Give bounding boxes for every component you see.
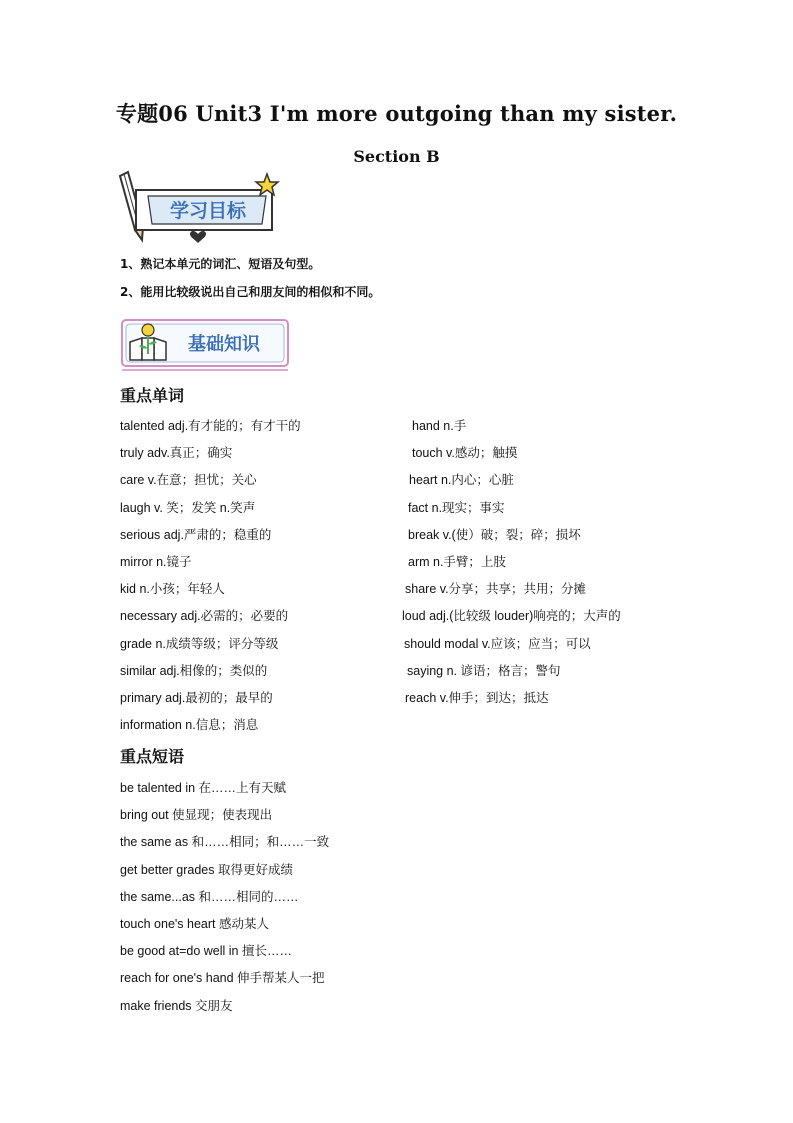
- vocab-row: [120, 416, 680, 443]
- knowledge-banner-label: 基础知识: [188, 334, 260, 355]
- vocab-left: kid n.小孩；年轻人: [120, 582, 225, 597]
- vocab-row: [120, 579, 680, 606]
- phrase-item: make friends 交朋友: [120, 998, 233, 1013]
- vocab-right: arm n.手臂；上肢: [408, 554, 506, 569]
- vocab-row: [120, 498, 680, 525]
- vocab-right: hand n.手: [412, 419, 467, 433]
- vocab-right: saying n. 谚语；格言；警句: [407, 663, 561, 678]
- vocab-left: necessary adj.必需的；必要的: [120, 609, 289, 624]
- knowledge-banner: [120, 318, 292, 374]
- phrase-list: [120, 778, 329, 1023]
- learning-goals: [120, 256, 380, 312]
- vocab-row: [120, 525, 680, 552]
- vocab-right: heart n.内心；心脏: [409, 473, 514, 488]
- goals-banner: [116, 168, 286, 244]
- phrase-item: the same...as 和……相同的……: [120, 889, 299, 904]
- vocab-left: grade n.成绩等级；评分等级: [120, 636, 279, 651]
- vocab-left: truly adv.真正；确实: [120, 446, 233, 461]
- vocab-row: [120, 634, 680, 661]
- vocab-left: primary adj.最初的；最早的: [120, 690, 273, 705]
- vocab-row: [120, 470, 680, 497]
- phrase-item: get better grades 取得更好成绩: [120, 862, 293, 877]
- vocab-left: laugh v. 笑；发笑 n.笑声: [120, 500, 256, 515]
- page-subtitle: Section B: [353, 147, 440, 166]
- vocab-left: talented adj.有才能的；有才干的: [120, 419, 301, 433]
- vocab-right: touch v.感动；触摸: [412, 446, 518, 461]
- vocab-left: serious adj.严肃的；稳重的: [120, 527, 272, 542]
- vocab-right: reach v.伸手；到达；抵达: [405, 690, 549, 705]
- vocab-right: share v.分享；共享；共用；分摊: [405, 582, 587, 597]
- vocab-right: fact n.现实；事实: [408, 500, 505, 515]
- vocab-left: mirror n.镜子: [120, 554, 192, 569]
- vocab-right: break v.(使）破；裂；碎；损坏: [408, 527, 581, 542]
- vocab-left: information n.信息；消息: [120, 718, 259, 733]
- phrase-item: be talented in 在……上有天赋: [120, 781, 287, 795]
- vocab-row: [120, 606, 680, 633]
- goals-banner-label: 学习目标: [169, 200, 247, 222]
- vocab-left: similar adj.相像的；类似的: [120, 663, 268, 678]
- vocab-right: should modal v.应该；应当；可以: [404, 636, 591, 651]
- phrase-heading: 重点短语: [120, 747, 185, 766]
- goal-item: 2、能用比较级说出自己和朋友间的相似和不同。: [120, 285, 381, 299]
- vocab-left: care v.在意；担忧；关心: [120, 473, 257, 488]
- vocab-row: [120, 715, 680, 742]
- phrase-item: the same as 和……相同；和……一致: [120, 835, 330, 850]
- page-title: 专题06 Unit3 I'm more outgoing than my sister.: [115, 101, 678, 126]
- vocab-row: [120, 688, 680, 715]
- goal-item: 1、熟记本单元的词汇、短语及句型。: [120, 257, 321, 271]
- heart-icon: [190, 231, 206, 243]
- vocab-row: [120, 552, 680, 579]
- vocab-row: [120, 443, 680, 470]
- vocab-heading: 重点单词: [120, 386, 185, 405]
- vocab-row: [120, 661, 680, 688]
- vocab-list: [120, 416, 680, 742]
- phrase-item: bring out 使显现；使表现出: [120, 808, 273, 823]
- phrase-item: touch one's heart 感动某人: [120, 916, 269, 931]
- vocab-right: loud adj.(比较级 louder)响亮的；大声的: [402, 609, 621, 624]
- phrase-item: be good at=do well in 擅长……: [120, 944, 292, 959]
- phrase-item: reach for one's hand 伸手帮某人一把: [120, 971, 325, 986]
